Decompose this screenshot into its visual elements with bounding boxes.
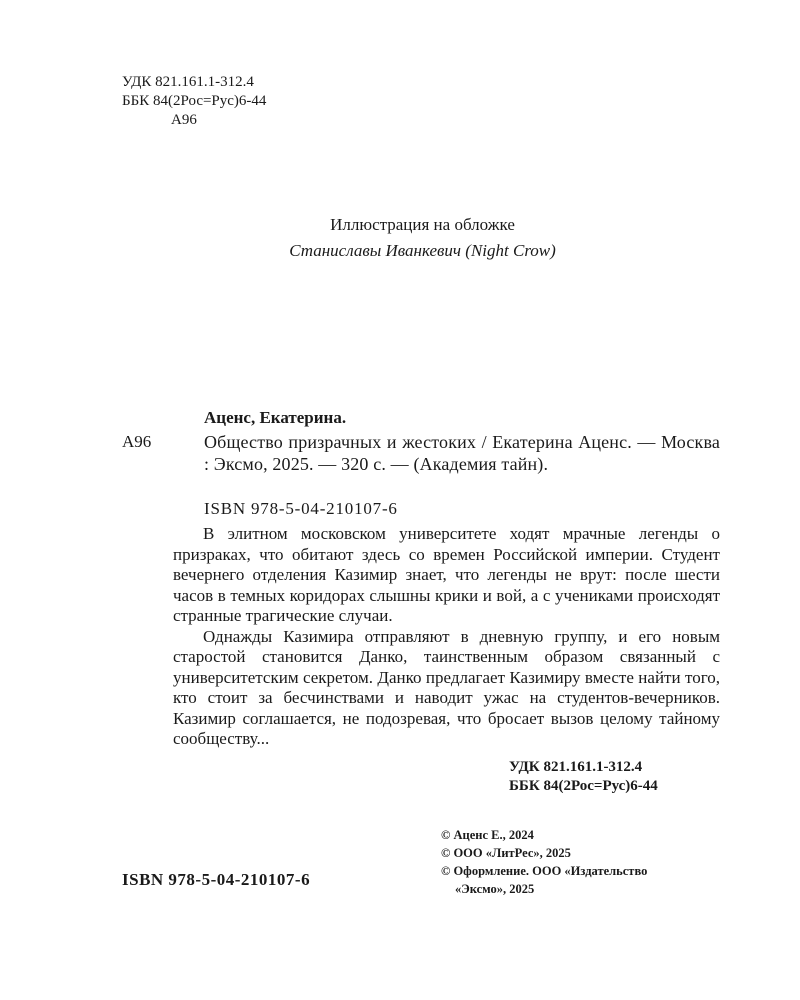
illustrator-name: Станиславы Иванкевич (Night Crow) xyxy=(289,241,556,260)
author-mark: А96 xyxy=(171,112,197,128)
classification-block-top xyxy=(122,73,266,130)
udk-code: УДК 821.161.1-312.4 xyxy=(122,74,254,90)
catalog-isbn: ISBN 978-5-04-210107-6 xyxy=(204,499,398,518)
isbn-footer: ISBN 978-5-04-210107-6 xyxy=(122,870,311,889)
copyright-line: © Оформление. ООО «Издательство xyxy=(441,864,648,878)
catalog-author-mark: А96 xyxy=(122,432,152,451)
cover-illustration-credit xyxy=(200,212,645,264)
annotation xyxy=(173,524,720,750)
annotation-paragraph: В элитном московском университете ходят мрачные легенды о призраках, что обитают здесь со времен Российской империи. Студент вечернего отделения Казимир знает, что легенды не врут: после шести часов в темных коридорах слышны крики и вой, а с учениками происходят странные трагические случаи. xyxy=(173,524,720,625)
udk-code: УДК 821.161.1-312.4 xyxy=(509,759,643,775)
copyright-line: «Эксмо», 2025 xyxy=(455,882,535,896)
catalog-author: Аценс, Екатерина. xyxy=(204,408,347,427)
illustration-label: Иллюстрация на обложке xyxy=(330,215,515,234)
copyright-line: © ООО «ЛитРес», 2025 xyxy=(441,846,571,860)
classification-block-bottom xyxy=(509,758,658,796)
annotation-paragraph: Однажды Казимира отправляют в дневную группу, и его новым старостой становится Данко, таинственным образом связанный с университетским секретом. Данко предлагает Казимиру вместе найти того, кто стоит за бесчинствами и наводит ужас на студентов-вечерников. Казимир соглашается, не подозревая, что бросает вызов целому тайному сообществу... xyxy=(173,626,720,748)
copyright-line: © Аценс Е., 2024 xyxy=(441,828,534,842)
catalog-entry: Общество призрачных и жестоких / Екатерина Аценс. — Москва : Эксмо, 2025. — 320 с. — (Академия тайн). xyxy=(204,432,720,474)
bbk-code: ББК 84(2Рос=Рус)6-44 xyxy=(509,778,658,794)
bbk-code: ББК 84(2Рос=Рус)6-44 xyxy=(122,93,267,109)
copyright-block xyxy=(441,826,647,898)
